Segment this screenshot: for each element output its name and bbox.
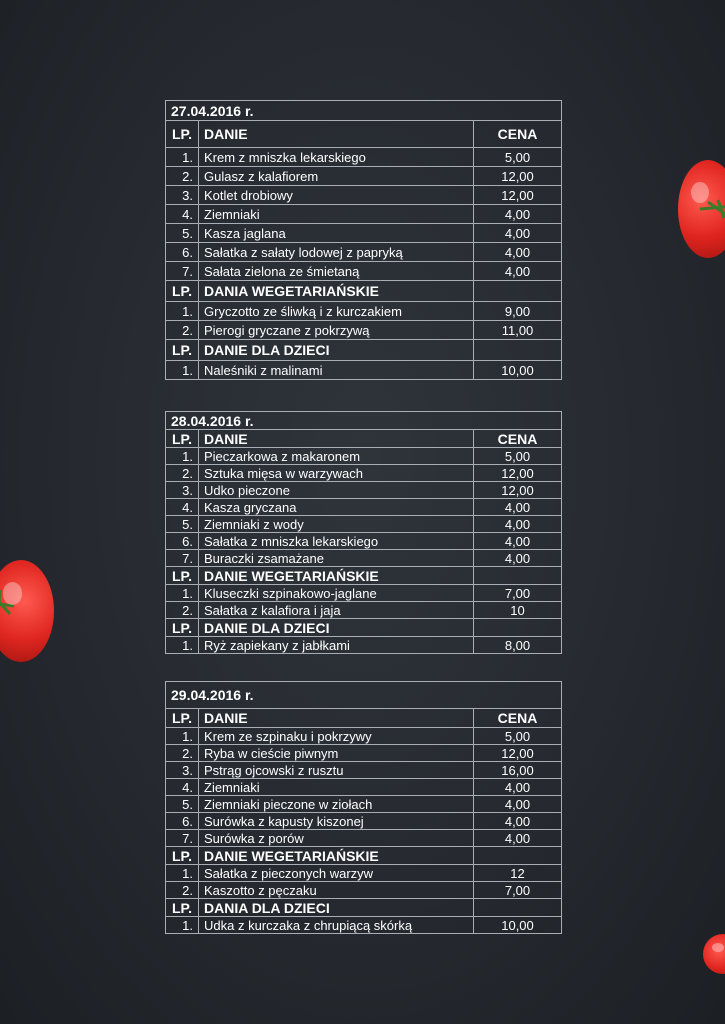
empty-cell	[474, 567, 562, 585]
table-row	[166, 465, 562, 482]
dish-price: 4,00	[474, 779, 562, 796]
dish-name: Gulasz z kalafiorem	[199, 167, 474, 186]
empty-cell	[474, 847, 562, 865]
dish-price: 7,00	[474, 585, 562, 602]
menu-date: 29.04.2016 r.	[166, 682, 562, 709]
row-number: 1.	[166, 917, 199, 934]
dish-name: Naleśniki z malinami	[199, 361, 474, 380]
table-row	[166, 148, 562, 167]
row-number: 3.	[166, 762, 199, 779]
lp-header: LP.	[166, 281, 199, 302]
row-number: 1.	[166, 585, 199, 602]
row-number: 7.	[166, 262, 199, 281]
row-number: 5.	[166, 224, 199, 243]
table-row	[166, 602, 562, 619]
table-row	[166, 167, 562, 186]
table-row	[166, 262, 562, 281]
dish-price: 4,00	[474, 243, 562, 262]
price-header: CENA	[474, 121, 562, 148]
row-number: 1.	[166, 728, 199, 745]
lp-header: LP.	[166, 121, 199, 148]
table-row	[166, 637, 562, 654]
menu-table-day-3	[165, 681, 562, 934]
row-number: 2.	[166, 465, 199, 482]
dish-price: 12,00	[474, 465, 562, 482]
dish-price: 12,00	[474, 186, 562, 205]
empty-cell	[474, 281, 562, 302]
empty-cell	[474, 899, 562, 917]
row-number: 2.	[166, 745, 199, 762]
price-header: CENA	[474, 430, 562, 448]
date-row	[166, 682, 562, 709]
tomato-stem-icon	[698, 198, 725, 220]
table-row	[166, 321, 562, 340]
vegetarian-section-title: DANIE WEGETARIAŃSKIE	[199, 567, 474, 585]
dish-price: 4,00	[474, 533, 562, 550]
date-row	[166, 412, 562, 430]
section-header-row	[166, 847, 562, 865]
dish-price: 4,00	[474, 224, 562, 243]
row-number: 6.	[166, 813, 199, 830]
dish-price: 12,00	[474, 167, 562, 186]
dish-name: Kasza jaglana	[199, 224, 474, 243]
table-row	[166, 205, 562, 224]
row-number: 6.	[166, 243, 199, 262]
table-row	[166, 224, 562, 243]
table-row	[166, 550, 562, 567]
table-row	[166, 448, 562, 465]
date-row	[166, 101, 562, 121]
header-row	[166, 430, 562, 448]
menu-table-day-1	[165, 100, 562, 380]
dish-name: Krem ze szpinaku i pokrzywy	[199, 728, 474, 745]
table-row	[166, 533, 562, 550]
dish-price: 16,00	[474, 762, 562, 779]
row-number: 4.	[166, 779, 199, 796]
table-row	[166, 762, 562, 779]
lp-header: LP.	[166, 899, 199, 917]
section-header-row	[166, 567, 562, 585]
dish-price: 4,00	[474, 262, 562, 281]
table-row	[166, 302, 562, 321]
dish-price: 5,00	[474, 148, 562, 167]
dish-name: Pstrąg ojcowski z rusztu	[199, 762, 474, 779]
dish-price: 4,00	[474, 499, 562, 516]
dish-price: 9,00	[474, 302, 562, 321]
table-row	[166, 186, 562, 205]
lp-header: LP.	[166, 340, 199, 361]
tomato-image	[0, 560, 54, 662]
dish-price: 10	[474, 602, 562, 619]
dish-name: Kasza gryczana	[199, 499, 474, 516]
table-row	[166, 813, 562, 830]
header-row	[166, 121, 562, 148]
row-number: 1.	[166, 637, 199, 654]
dish-name: Kluseczki szpinakowo-jaglane	[199, 585, 474, 602]
table-row	[166, 796, 562, 813]
kids-section-title: DANIE DLA DZIECI	[199, 619, 474, 637]
dish-price: 4,00	[474, 796, 562, 813]
dish-name: Sałatka z mniszka lekarskiego	[199, 533, 474, 550]
table-row	[166, 865, 562, 882]
row-number: 7.	[166, 830, 199, 847]
dish-name: Sałata zielona ze śmietaną	[199, 262, 474, 281]
table-row	[166, 516, 562, 533]
dish-price: 10,00	[474, 361, 562, 380]
table-row	[166, 779, 562, 796]
row-number: 6.	[166, 533, 199, 550]
row-number: 1.	[166, 361, 199, 380]
dish-name: Buraczki zsamażane	[199, 550, 474, 567]
dish-price: 12	[474, 865, 562, 882]
row-number: 3.	[166, 186, 199, 205]
table-row	[166, 499, 562, 516]
dish-name: Surówka z kapusty kiszonej	[199, 813, 474, 830]
row-number: 7.	[166, 550, 199, 567]
dish-header: DANIE	[199, 430, 474, 448]
dish-name: Ziemniaki pieczone w ziołach	[199, 796, 474, 813]
dish-name: Ziemniaki	[199, 205, 474, 224]
dish-name: Ziemniaki z wody	[199, 516, 474, 533]
dish-name: Krem z mniszka lekarskiego	[199, 148, 474, 167]
kids-section-title: DANIE DLA DZIECI	[199, 340, 474, 361]
table-row	[166, 830, 562, 847]
tomato-image	[678, 160, 725, 258]
section-header-row	[166, 619, 562, 637]
menu-date: 27.04.2016 r.	[166, 101, 562, 121]
table-row	[166, 917, 562, 934]
dish-name: Sałatka z pieczonych warzyw	[199, 865, 474, 882]
table-row	[166, 361, 562, 380]
dish-price: 4,00	[474, 516, 562, 533]
section-header-row	[166, 281, 562, 302]
dish-name: Kotlet drobiowy	[199, 186, 474, 205]
dish-price: 5,00	[474, 728, 562, 745]
dish-price: 4,00	[474, 205, 562, 224]
empty-cell	[474, 619, 562, 637]
vegetarian-section-title: DANIA WEGETARIAŃSKIE	[199, 281, 474, 302]
dish-price: 7,00	[474, 882, 562, 899]
lp-header: LP.	[166, 619, 199, 637]
dish-name: Ryż zapiekany z jabłkami	[199, 637, 474, 654]
lp-header: LP.	[166, 567, 199, 585]
dish-price: 8,00	[474, 637, 562, 654]
row-number: 1.	[166, 148, 199, 167]
table-row	[166, 745, 562, 762]
table-row	[166, 243, 562, 262]
dish-price: 12,00	[474, 482, 562, 499]
dish-name: Kaszotto z pęczaku	[199, 882, 474, 899]
row-number: 1.	[166, 865, 199, 882]
table-row	[166, 482, 562, 499]
row-number: 5.	[166, 796, 199, 813]
row-number: 1.	[166, 448, 199, 465]
row-number: 4.	[166, 205, 199, 224]
row-number: 5.	[166, 516, 199, 533]
dish-price: 5,00	[474, 448, 562, 465]
lp-header: LP.	[166, 847, 199, 865]
vegetarian-section-title: DANIE WEGETARIAŃSKIE	[199, 847, 474, 865]
dish-name: Pieczarkowa z makaronem	[199, 448, 474, 465]
dish-header: DANIE	[199, 121, 474, 148]
row-number: 3.	[166, 482, 199, 499]
dish-name: Sztuka mięsa w warzywach	[199, 465, 474, 482]
tomato-stem-icon	[0, 588, 18, 618]
dish-price: 12,00	[474, 745, 562, 762]
empty-cell	[474, 340, 562, 361]
dish-name: Gryczotto ze śliwką i z kurczakiem	[199, 302, 474, 321]
table-row	[166, 585, 562, 602]
header-row	[166, 709, 562, 728]
dish-price: 4,00	[474, 813, 562, 830]
row-number: 1.	[166, 302, 199, 321]
tomato-image	[703, 934, 725, 974]
dish-header: DANIE	[199, 709, 474, 728]
row-number: 2.	[166, 167, 199, 186]
table-row	[166, 728, 562, 745]
dish-price: 4,00	[474, 830, 562, 847]
dish-name: Sałatka z sałaty lodowej z papryką	[199, 243, 474, 262]
price-header: CENA	[474, 709, 562, 728]
dish-name: Ziemniaki	[199, 779, 474, 796]
dish-name: Sałatka z kalafiora i jaja	[199, 602, 474, 619]
lp-header: LP.	[166, 709, 199, 728]
lp-header: LP.	[166, 430, 199, 448]
menu-table-day-2	[165, 411, 562, 654]
row-number: 2.	[166, 602, 199, 619]
dish-name: Ryba w cieście piwnym	[199, 745, 474, 762]
dish-price: 4,00	[474, 550, 562, 567]
table-row	[166, 882, 562, 899]
section-header-row	[166, 899, 562, 917]
row-number: 2.	[166, 882, 199, 899]
dish-price: 10,00	[474, 917, 562, 934]
dish-name: Udko pieczone	[199, 482, 474, 499]
row-number: 4.	[166, 499, 199, 516]
row-number: 2.	[166, 321, 199, 340]
menu-date: 28.04.2016 r.	[166, 412, 562, 430]
dish-price: 11,00	[474, 321, 562, 340]
dish-name: Pierogi gryczane z pokrzywą	[199, 321, 474, 340]
section-header-row	[166, 340, 562, 361]
dish-name: Surówka z porów	[199, 830, 474, 847]
kids-section-title: DANIA DLA DZIECI	[199, 899, 474, 917]
dish-name: Udka z kurczaka z chrupiącą skórką	[199, 917, 474, 934]
